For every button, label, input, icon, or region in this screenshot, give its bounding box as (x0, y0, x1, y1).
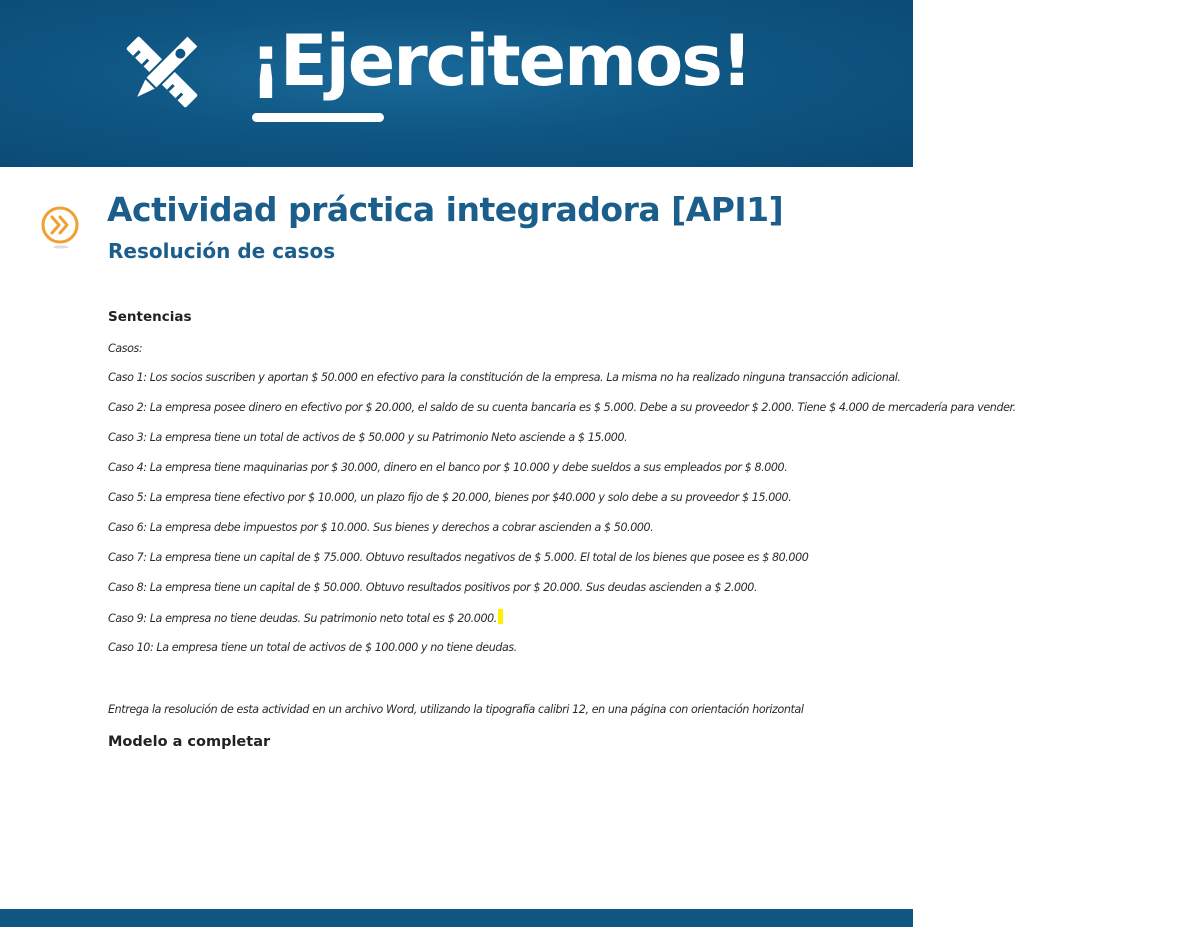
banner-title: ¡Ejercitemos! (250, 20, 751, 102)
cases-list (108, 369, 1016, 669)
case-item: Caso 2: La empresa posee dinero en efectivo por $ 20.000, el saldo de su cuenta bancaria es $ 5.000. Debe a su proveedor $ 2.000. Tiene $ 4.000 de mercadería para vender. (108, 401, 1016, 414)
case-item: Caso 4: La empresa tiene maquinarias por $ 30.000, dinero en el banco por $ 10.000 y debe sueldos a sus empleados por $ 8.000. (108, 461, 788, 474)
case-item: Caso 5: La empresa tiene efectivo por $ 10.000, un plazo fijo de $ 20.000, bienes por $40.000 y solo debe a su proveedor $ 15.000. (108, 491, 792, 504)
sentences-heading: Sentencias (108, 309, 192, 325)
page-subtitle: Resolución de casos (108, 239, 336, 263)
instructions-text: Entrega la resolución de esta actividad en un archivo Word, utilizando la tipografía calibri 12, en una página con orientación horizontal (108, 703, 804, 716)
case-item: Caso 3: La empresa tiene un total de activos de $ 50.000 y su Patrimonio Neto asciende a $ 15.000. (108, 431, 628, 444)
case-text: Caso 9: La empresa no tiene deudas. Su patrimonio neto total es $ 20.000. (108, 612, 497, 625)
ruler-pencil-icon (116, 26, 208, 118)
cases-label: Casos: (108, 342, 143, 355)
case-item: Caso 7: La empresa tiene un capital de $ 75.000. Obtuvo resultados negativos de $ 5.000. El total de los bienes que posee es $ 80.000 (108, 551, 809, 564)
banner (0, 0, 913, 167)
case-item: Caso 10: La empresa tiene un total de activos de $ 100.000 y no tiene deudas. (108, 641, 517, 654)
case-item: Caso 8: La empresa tiene un capital de $ 50.000. Obtuvo resultados positivos por $ 20.000. Sus deudas ascienden a $ 2.000. (108, 581, 758, 594)
case-item: Caso 6: La empresa debe impuestos por $ 10.000. Sus bienes y derechos a cobrar ascienden a $ 50.000. (108, 521, 654, 534)
banner-underline (252, 113, 384, 122)
double-chevron-right-icon (39, 204, 81, 250)
footer-bar (0, 909, 913, 927)
text-highlight-mark (498, 609, 503, 624)
page-title: Actividad práctica integradora [API1] (107, 190, 784, 229)
model-heading: Modelo a completar (108, 734, 271, 750)
case-item: Caso 1: Los socios suscriben y aportan $ 50.000 en efectivo para la constitución de la empresa. La misma no ha realizado ninguna transacción adicional. (108, 371, 901, 384)
case-item (108, 609, 1016, 639)
